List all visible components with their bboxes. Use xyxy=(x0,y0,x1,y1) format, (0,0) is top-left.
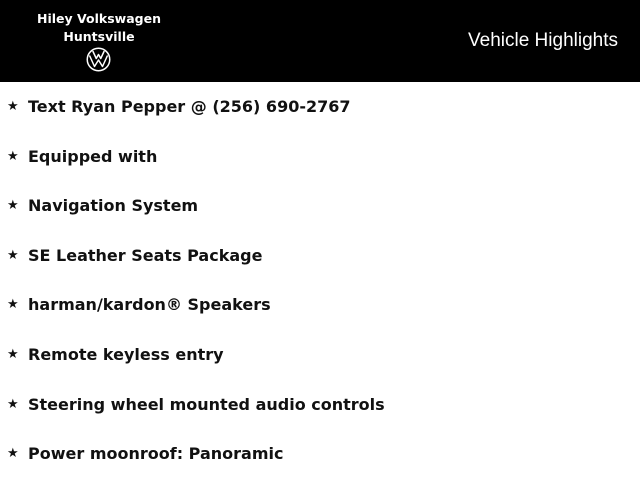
list-item xyxy=(0,394,640,444)
feature-label: Text Ryan Pepper @ (256) 690-2767 xyxy=(28,97,351,116)
star-icon: ★ xyxy=(7,99,19,114)
header-banner xyxy=(0,0,640,82)
list-item xyxy=(0,96,640,146)
dealer-name-line2: Huntsville xyxy=(63,29,135,44)
star-icon: ★ xyxy=(7,148,19,164)
feature-label: Power moonroof: Panoramic xyxy=(28,444,284,464)
feature-list xyxy=(0,96,640,493)
star-icon: ★ xyxy=(7,396,19,412)
feature-label: harman/kardon® Speakers xyxy=(28,295,271,315)
feature-label: Equipped with xyxy=(28,146,158,166)
feature-label: SE Leather Seats Package xyxy=(28,245,263,265)
list-item xyxy=(0,195,640,245)
feature-label: Steering wheel mounted audio controls xyxy=(28,394,385,414)
feature-label: Navigation System xyxy=(28,196,199,216)
list-item xyxy=(0,294,640,344)
star-icon: ★ xyxy=(7,297,19,313)
star-icon: ★ xyxy=(7,346,19,362)
list-item xyxy=(0,344,640,394)
star-icon: ★ xyxy=(7,247,19,263)
dealer-name-line1: Hiley Volkswagen xyxy=(37,11,161,26)
star-icon: ★ xyxy=(7,198,19,214)
list-item xyxy=(0,245,640,295)
list-item xyxy=(0,443,640,493)
feature-label: Remote keyless entry xyxy=(28,344,224,364)
star-icon: ★ xyxy=(7,446,19,462)
vw-logo-icon xyxy=(86,47,111,72)
page-title: Vehicle Highlights xyxy=(468,30,618,51)
list-item xyxy=(0,146,640,196)
dealer-name xyxy=(30,10,168,46)
